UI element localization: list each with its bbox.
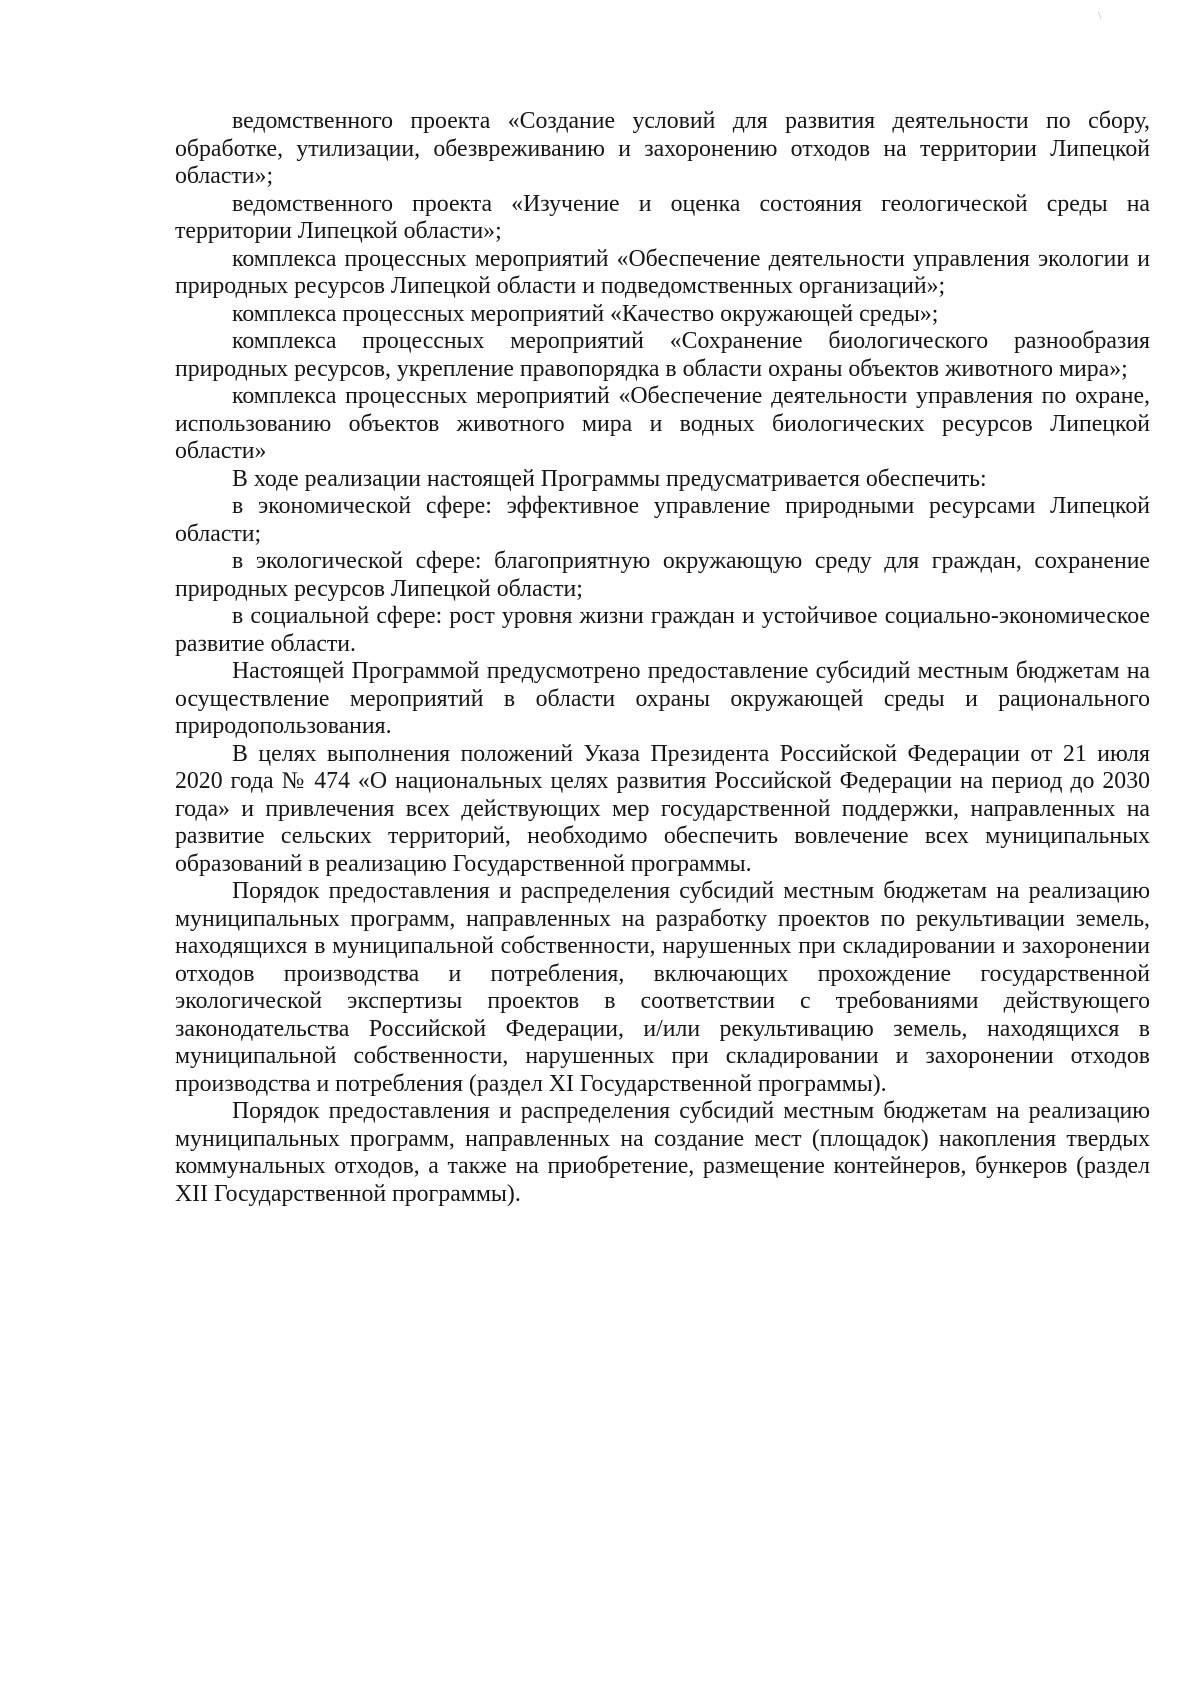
paragraph-complex-environment-quality: комплекса процессных мероприятий «Качество окружающей среды»; xyxy=(232,300,939,327)
document-body xyxy=(175,108,1150,1208)
paragraph-economic-sphere: в экономической сфере: эффективное управление природными ресурсами Липецкой области; xyxy=(175,493,1150,547)
paragraph-project-waste: ведомственного проекта «Создание условий для развития деятельности по сбору, обработке, утилизации, обезвреживанию и захоронению отходов на территории Липецкой области»; xyxy=(175,108,1150,189)
paragraph-complex-wildlife-management: комплекса процессных мероприятий «Обеспечение деятельности управления по охране, использованию объектов животного мира и водных биологических ресурсов Липецкой области» xyxy=(175,383,1150,464)
scan-corner-mark: \ xyxy=(1098,8,1102,22)
paragraph-complex-biodiversity: комплекса процессных мероприятий «Сохранение биологического разнообразия природных ресурсов, укрепление правопорядка в области охраны объектов животного мира»; xyxy=(175,328,1150,382)
paragraph-complex-ecology-management: комплекса процессных мероприятий «Обеспечение деятельности управления экологии и природных ресурсов Липецкой области и подведомственных организаций»; xyxy=(175,245,1150,299)
paragraph-project-geology: ведомственного проекта «Изучение и оценка состояния геологической среды на территории Липецкой области»; xyxy=(175,190,1150,244)
paragraph-presidential-decree: В целях выполнения положений Указа Президента Российской Федерации от 21 июля 2020 года № 474 «О национальных целях развития Российской Федерации на период до 2030 года» и привлечения всех действующих мер государственной поддержки, направленных на развитие сельских территорий, необходимо обеспечить вовлечение всех муниципальных образований в реализацию Государственной программы. xyxy=(175,740,1150,877)
paragraph-social-sphere: в социальной сфере: рост уровня жизни граждан и устойчивое социально-экономическое развитие области. xyxy=(175,603,1150,657)
paragraph-subsidy-order-reclamation: Порядок предоставления и распределения субсидий местным бюджетам на реализацию муниципальных программ, направленных на разработку проектов по рекультивации земель, находящихся в муниципальной собственности, нарушенных при складировании и захоронении отходов производства и потребления, включающих прохождение государственной экологической экспертизы проектов в соответствии с требованиями действующего законодательства Российской Федерации, и/или рекультивацию земель, находящихся в муниципальной собственности, нарушенных при складировании и захоронении отходов производства и потребления (раздел XI Государственной программы). xyxy=(175,878,1150,1097)
paragraph-program-goals-intro: В ходе реализации настоящей Программы предусматривается обеспечить: xyxy=(232,465,987,492)
paragraph-subsidies: Настоящей Программой предусмотрено предоставление субсидий местным бюджетам на осуществление мероприятий в области охраны окружающей среды и рационального природопользования. xyxy=(175,658,1150,739)
paragraph-subsidy-order-waste-sites: Порядок предоставления и распределения субсидий местным бюджетам на реализацию муниципальных программ, направленных на создание мест (площадок) накопления твердых коммунальных отходов, а также на приобретение, размещение контейнеров, бункеров (раздел XII Государственной программы). xyxy=(175,1098,1150,1207)
paragraph-ecological-sphere: в экологической сфере: благоприятную окружающую среду для граждан, сохранение природных ресурсов Липецкой области; xyxy=(175,548,1150,602)
